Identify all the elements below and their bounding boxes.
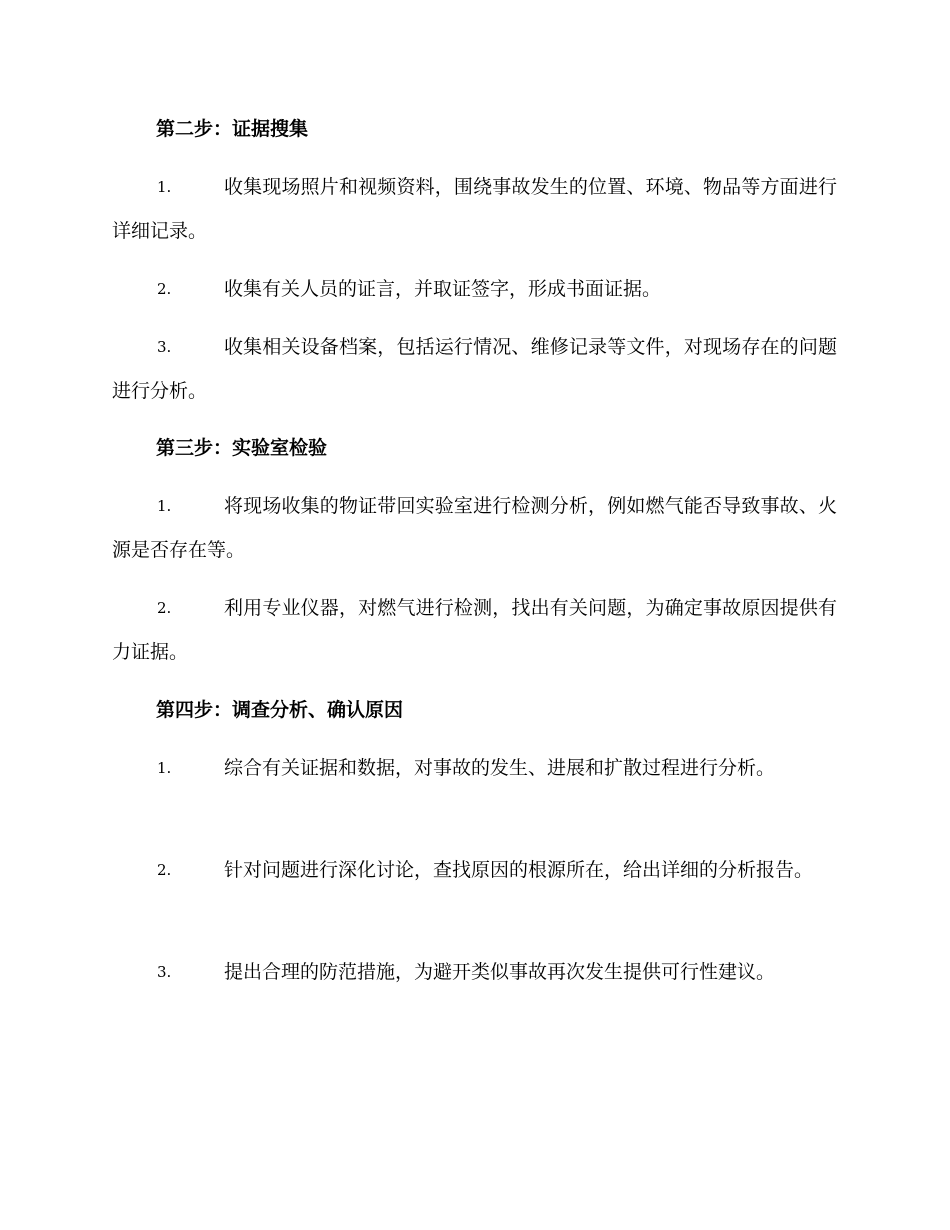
list-item-text: 收集现场照片和视频资料，围绕事故发生的位置、环境、物品等方面进行详细记录。 bbox=[112, 176, 837, 242]
list-item bbox=[112, 484, 837, 572]
list-item bbox=[112, 325, 837, 413]
section-heading-step-3: 第三步：实验室检验 bbox=[156, 437, 328, 459]
list-item-number: 1. bbox=[157, 759, 172, 777]
list-item bbox=[112, 746, 837, 790]
list-item bbox=[112, 950, 837, 994]
list-item bbox=[112, 165, 837, 253]
list-item-text: 利用专业仪器，对燃气进行检测，找出有关问题，为确定事故原因提供有力证据。 bbox=[112, 597, 837, 663]
list-item-text: 收集相关设备档案，包括运行情况、维修记录等文件，对现场存在的问题进行分析。 bbox=[112, 336, 837, 402]
section-heading-step-4: 第四步：调查分析、确认原因 bbox=[156, 699, 404, 721]
list-item-number: 1. bbox=[157, 178, 172, 196]
list-item-number: 1. bbox=[157, 497, 172, 515]
list-item-text: 提出合理的防范措施，为避开类似事故再次发生提供可行性建议。 bbox=[224, 961, 776, 983]
list-item bbox=[112, 848, 837, 892]
list-item-text: 综合有关证据和数据，对事故的发生、进展和扩散过程进行分析。 bbox=[224, 757, 776, 779]
list-item-number: 3. bbox=[157, 963, 172, 981]
list-item-text: 收集有关人员的证言，并取证签字，形成书面证据。 bbox=[224, 278, 662, 300]
list-item-text: 将现场收集的物证带回实验室进行检测分析，例如燃气能否导致事故、火源是否存在等。 bbox=[112, 495, 837, 561]
section-heading-step-2: 第二步：证据搜集 bbox=[156, 118, 309, 140]
list-item-number: 3. bbox=[157, 338, 172, 356]
list-item bbox=[112, 267, 837, 311]
list-item-text: 针对问题进行深化讨论，查找原因的根源所在，给出详细的分析报告。 bbox=[224, 859, 814, 881]
list-item-number: 2. bbox=[157, 599, 172, 617]
list-item-number: 2. bbox=[157, 280, 172, 298]
list-item-number: 2. bbox=[157, 861, 172, 879]
list-item bbox=[112, 586, 837, 674]
